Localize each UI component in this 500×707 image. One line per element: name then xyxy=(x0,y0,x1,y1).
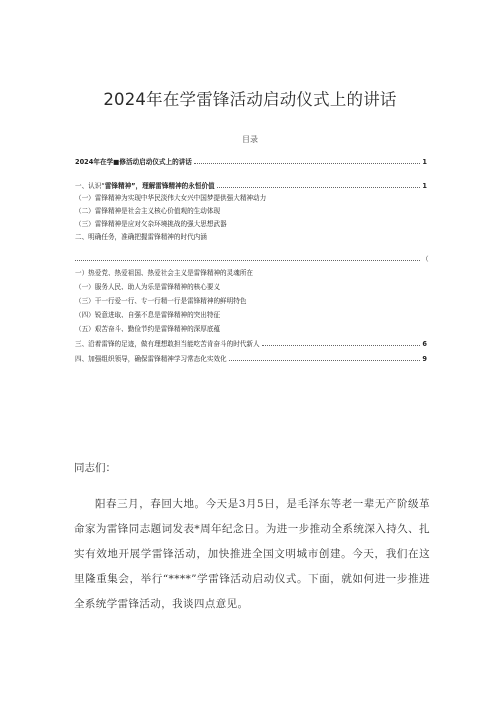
toc-entry-text: 四、加强组织领导，确保雷锋精神学习常态化实效化 xyxy=(75,355,227,363)
toc-page-number: 6 xyxy=(422,340,427,348)
toc-entry-text: （ xyxy=(422,255,429,263)
toc-entry-text: 2024年在学 xyxy=(75,158,114,166)
toc-entry[interactable] xyxy=(75,338,427,349)
toc-entry[interactable] xyxy=(75,282,427,293)
toc-entry[interactable] xyxy=(75,324,427,335)
toc-entry[interactable] xyxy=(75,232,427,243)
toc-entry[interactable] xyxy=(75,206,427,217)
toc-entry-text: 二、明确任务，准确把握雷锋精神的时代内涵 xyxy=(75,233,207,241)
toc-entry-text: （四）锐意进取、自强不息是雷锋精神的突出特征 xyxy=(75,311,221,319)
toc-leader xyxy=(194,156,421,164)
toc-entry-text: （一）服务人民、助人为乐是雷锋精神的核心要义 xyxy=(75,283,221,291)
toc-page-number: 9 xyxy=(422,355,427,363)
toc-entry[interactable] xyxy=(75,193,427,204)
toc-page-number: 1 xyxy=(422,182,427,190)
toc-leader xyxy=(75,260,420,261)
toc-entry[interactable] xyxy=(75,219,427,230)
speech-body xyxy=(74,458,430,617)
toc-entry-text: （一）雷锋精神为实现中华民淡伟大女兴中国梦提供强大精神动力 xyxy=(75,194,267,202)
toc-leader xyxy=(229,353,421,361)
toc-entry-text: （三）雷锋精神是应对攵杂环境挑战的强大思想武器 xyxy=(75,220,227,228)
salutation: 同志们： xyxy=(74,462,116,474)
toc-entry-text: ■ xyxy=(113,158,120,166)
toc-entry-text: 一）热爱党、热爱祖国、热爱社会主义是雷锋精神的灵魂所在 xyxy=(75,269,254,277)
toc-entry-text: 一、认识“ xyxy=(75,182,105,190)
toc-entry[interactable] xyxy=(75,310,427,321)
toc-entry-text: 修活动启动仪式上的讲话 xyxy=(119,158,192,166)
toc-entry[interactable] xyxy=(75,156,427,167)
toc-entry[interactable] xyxy=(75,180,427,191)
toc-entry[interactable] xyxy=(75,296,427,307)
toc-entry-text: （三）干一行爱一行、专一行精一行是雷锋精神的鲜明特色 xyxy=(75,297,247,305)
toc-entry[interactable] xyxy=(75,268,427,279)
toc-entry-text: （五）艰苦奋斗、勤俭节约是雷锋精神的深厚底蕴 xyxy=(75,325,221,333)
document-title: 2024年在学雷锋活动启动仪式上的讲话 xyxy=(103,90,397,109)
toc-leader xyxy=(262,338,421,346)
toc-entry-text: ”，理解雷锋精神的永恒价值 xyxy=(131,182,215,190)
toc-entry-text: （二）雷锋精神是社会主义核心价值观的生动体现 xyxy=(75,207,221,215)
toc-entry-text: 三、沿着雷锋的足迹，做有理想敢担当能吃苦肯奋斗的时代新人 xyxy=(75,340,260,348)
body-paragraph: 阳春三月，春回大地。今天是3月5日，是毛泽东等老一辈无产阶级革命家为雷锋同志题词发表*周年纪念日。为进一步推动全系统深入持久、扎实有效地开展学雷锋活动，加快推进全国文明城市创建。今天，我们在这里隆重集会，举行“****”学雷锋活动启动仪式。下面，就如何进一步推进全系统学雷锋活动，我谈四点意见。 xyxy=(74,498,430,610)
toc-page-number: 1 xyxy=(422,158,427,166)
toc-leader xyxy=(217,180,421,188)
toc-entry-text: 雷锋精神 xyxy=(104,182,132,190)
toc-heading: 目录 xyxy=(242,135,258,144)
toc-entry[interactable] xyxy=(75,353,427,364)
